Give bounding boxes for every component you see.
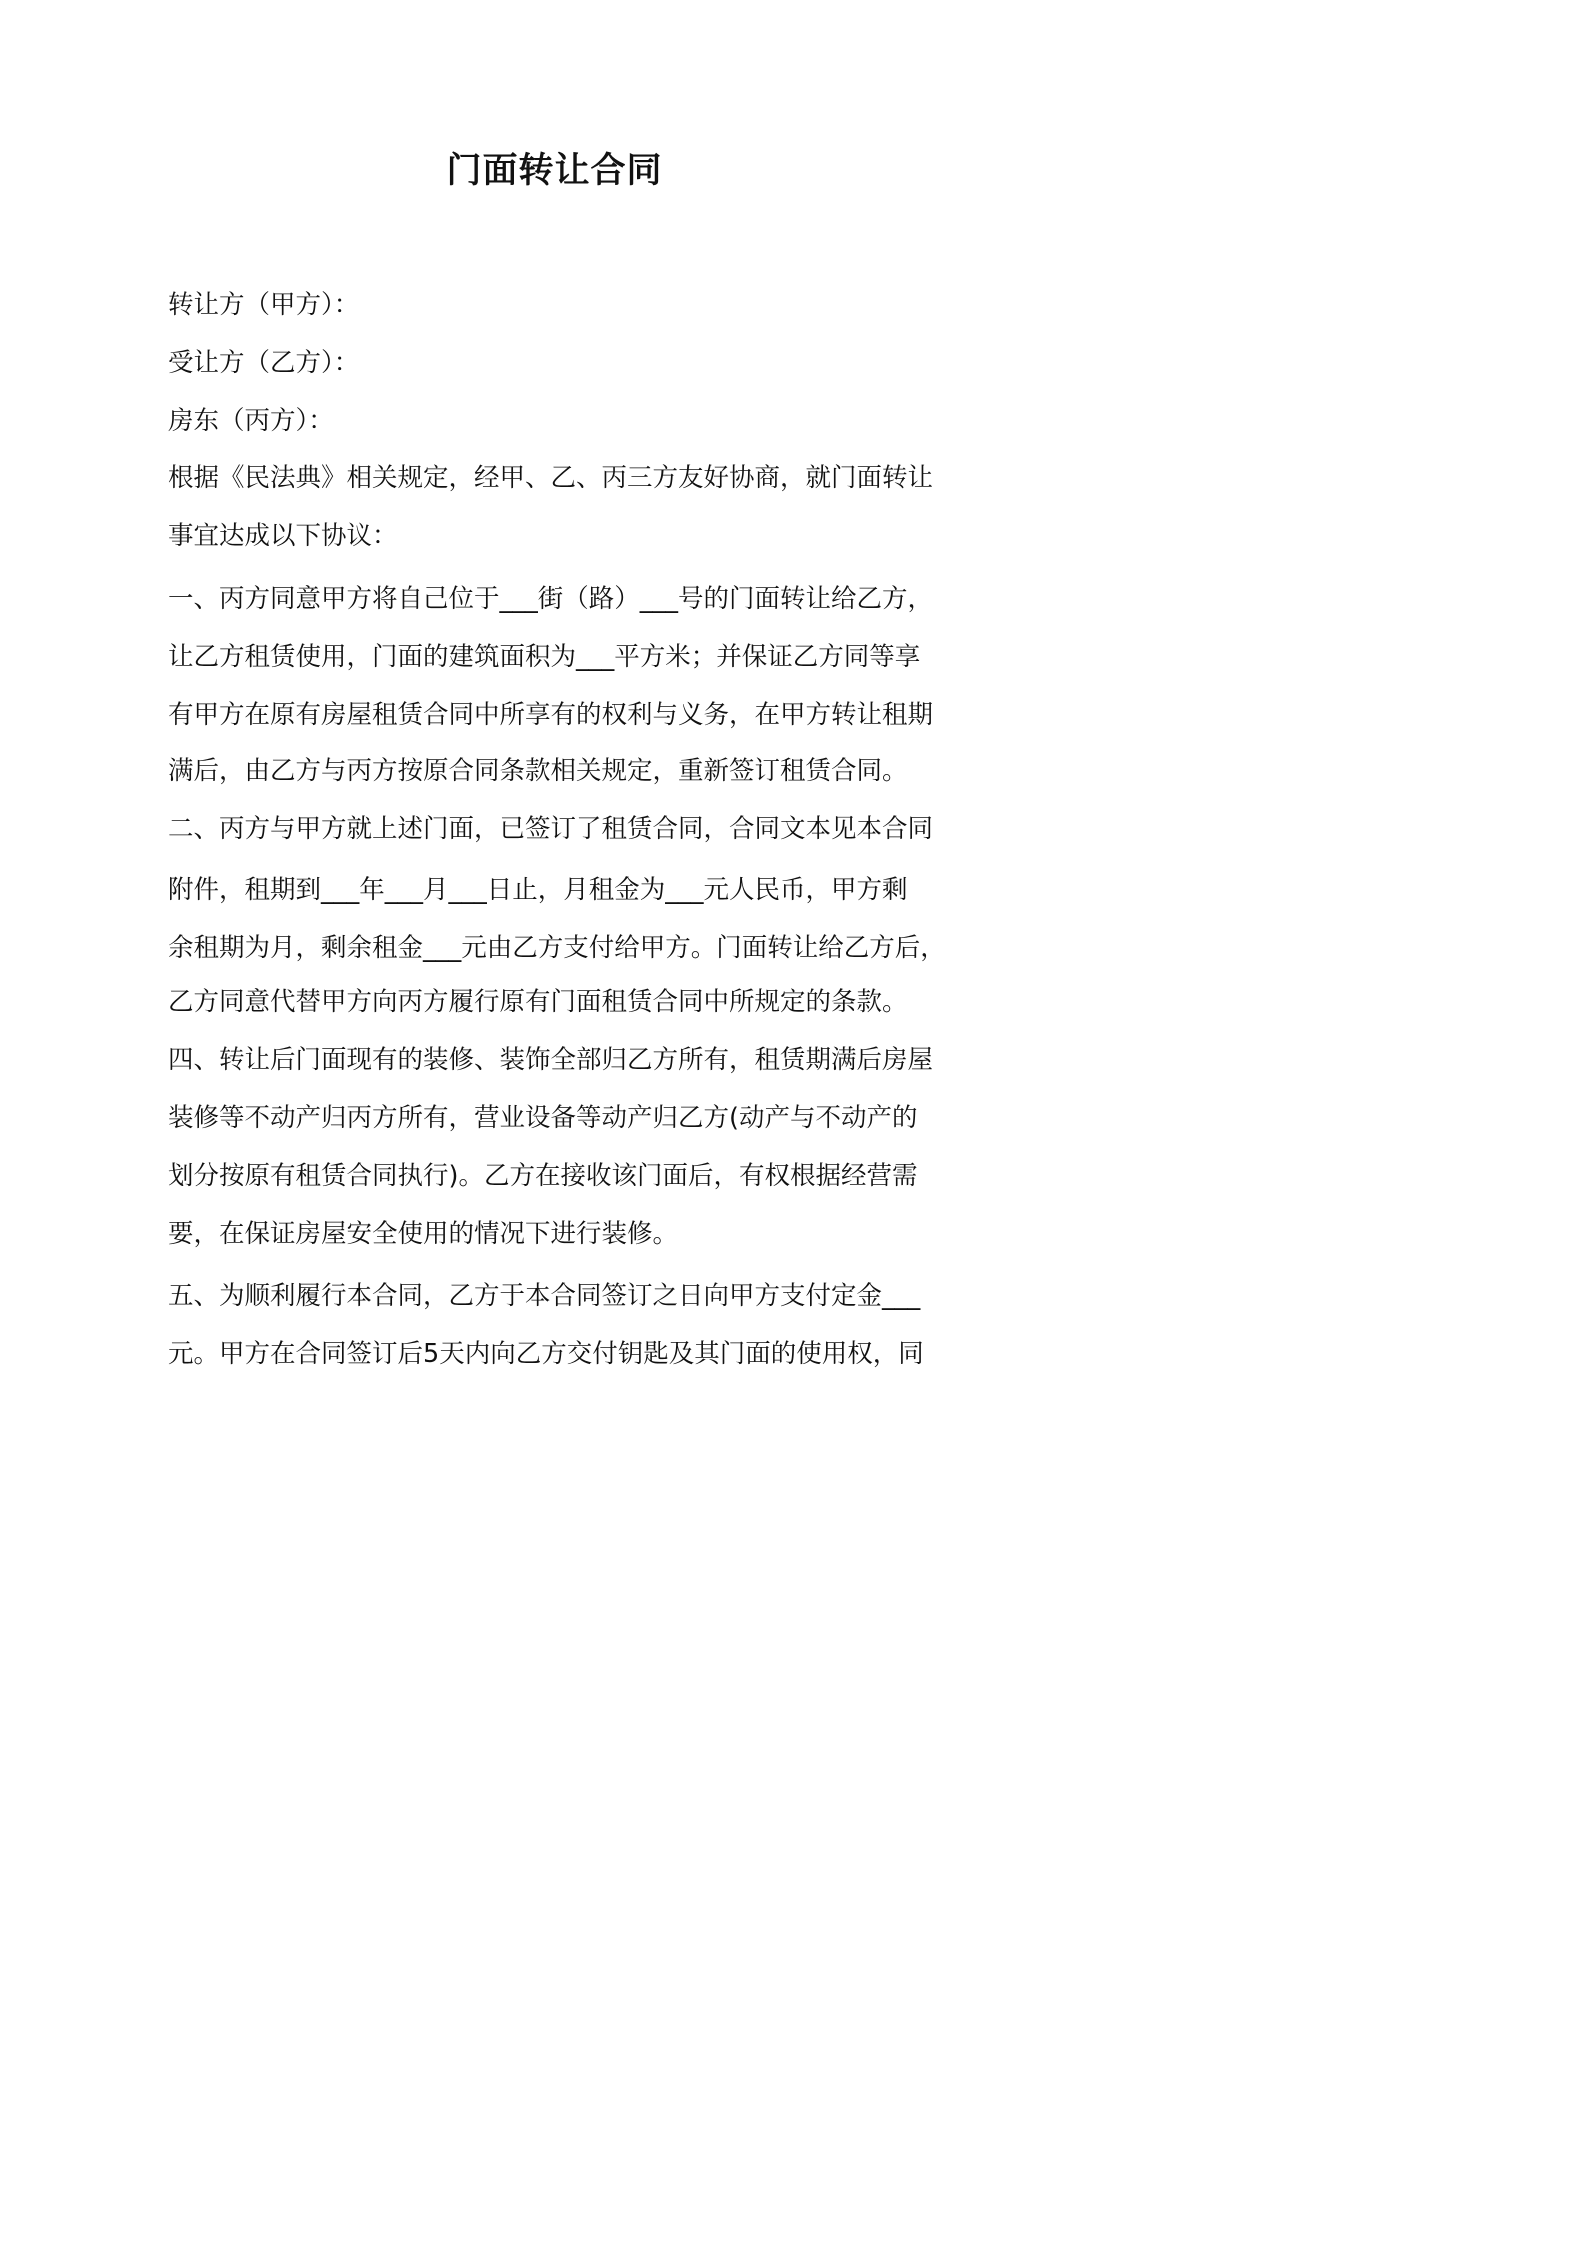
document-title: 门面转让合同 bbox=[446, 151, 663, 191]
clause-4-line: 要，在保证房屋安全使用的情况下进行装修。 bbox=[168, 1219, 679, 1249]
clause-1-line: 满后，由乙方与丙方按原合同条款相关规定，重新签订租赁合同。 bbox=[168, 756, 908, 786]
clause-1-line: 让乙方租赁使用，门面的建筑面积为___平方米；并保证乙方同等享 bbox=[168, 642, 921, 672]
clause-2-line: 二、丙方与甲方就上述门面，已签订了租赁合同，合同文本见本合同 bbox=[168, 814, 934, 844]
preamble-line: 根据《民法典》相关规定，经甲、乙、丙三方友好协商，就门面转让 bbox=[168, 463, 934, 493]
clause-1-line: 有甲方在原有房屋租赁合同中所享有的权利与义务，在甲方转让租期 bbox=[168, 700, 934, 730]
clause-4-line: 装修等不动产归丙方所有，营业设备等动产归乙方(动产与不动产的 bbox=[168, 1103, 918, 1133]
party-b-line: 受让方（乙方）： bbox=[168, 348, 360, 378]
party-a-line: 转让方（甲方）： bbox=[168, 290, 360, 320]
clause-5-line: 五、为顺利履行本合同，乙方于本合同签订之日向甲方支付定金___ bbox=[168, 1281, 921, 1311]
clause-5-line: 元。甲方在合同签订后5天内向乙方交付钥匙及其门面的使用权，同 bbox=[168, 1339, 924, 1369]
document-page bbox=[0, 0, 1109, 1569]
clause-4-line: 四、转让后门面现有的装修、装饰全部归乙方所有，租赁期满后房屋 bbox=[168, 1045, 934, 1075]
clause-1-line: 一、丙方同意甲方将自己位于___街（路）___号的门面转让给乙方， bbox=[168, 584, 934, 614]
clause-2-line: 余租期为月，剩余租金___元由乙方支付给甲方。门面转让给乙方后， bbox=[168, 933, 946, 963]
clause-2-line: 附件，租期到___年___月___日止，月租金为___元人民币，甲方剩 bbox=[168, 875, 908, 905]
clause-2-line: 乙方同意代替甲方向丙方履行原有门面租赁合同中所规定的条款。 bbox=[168, 987, 908, 1017]
clause-4-line: 划分按原有租赁合同执行)。乙方在接收该门面后，有权根据经营需 bbox=[168, 1161, 918, 1191]
preamble-line: 事宜达成以下协议： bbox=[168, 521, 398, 551]
party-c-line: 房东（丙方）： bbox=[168, 406, 334, 436]
